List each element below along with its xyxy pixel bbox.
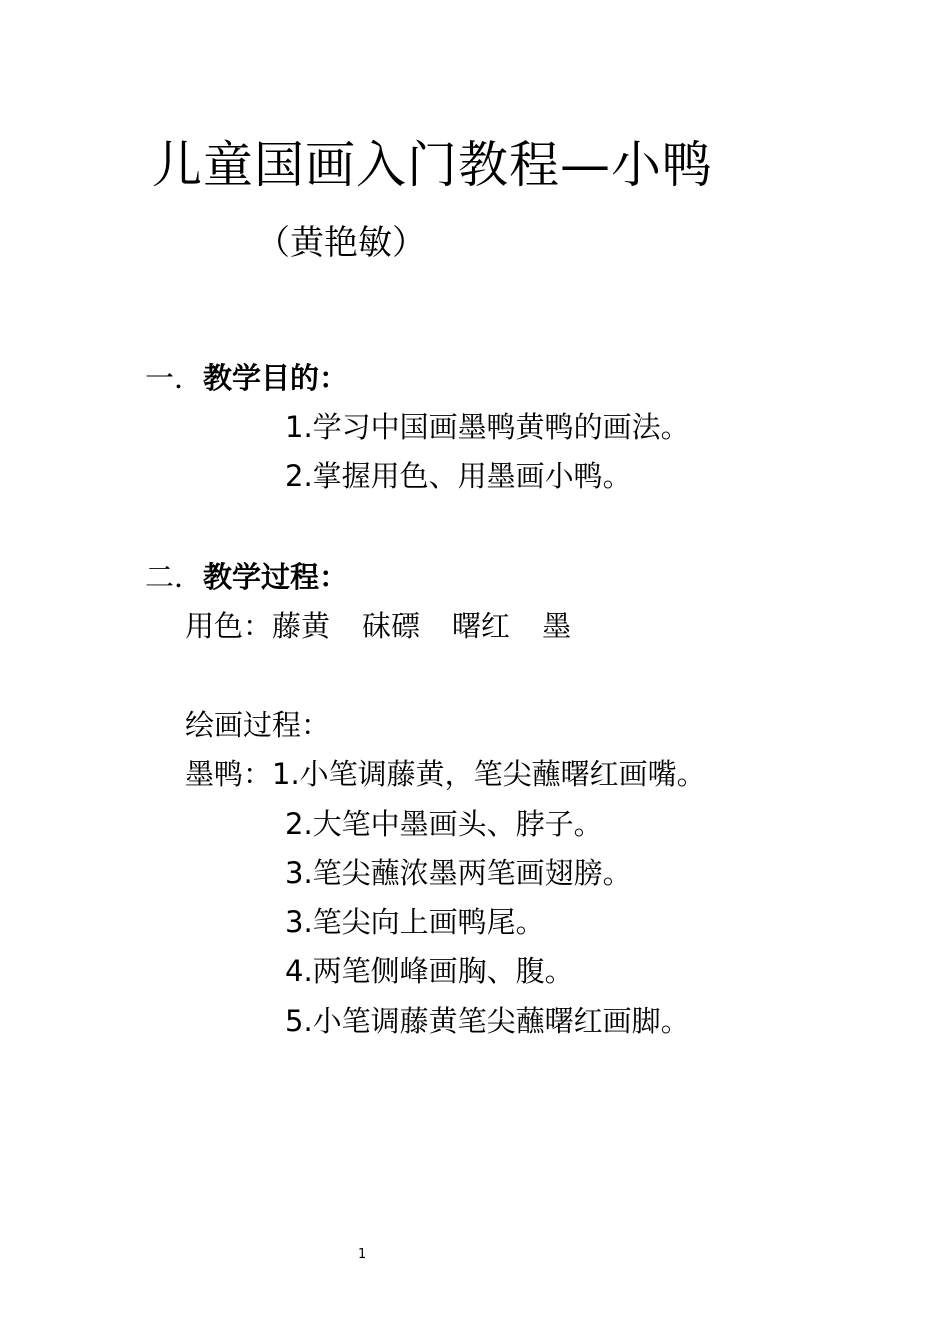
section-1-item: 2.掌握用色、用墨画小鸭。 (285, 459, 632, 493)
author-line: （黄艳敏） (256, 223, 426, 263)
section-1-heading (145, 358, 348, 398)
color-item: 砞磦 (362, 609, 421, 643)
step-item: 3.笔尖向上画鸭尾。 (285, 905, 545, 939)
step-item: 3.笔尖蘸浓墨两笔画翅膀。 (285, 856, 632, 890)
colors-label: 用色： (185, 609, 273, 643)
section-1-number: 一． (145, 361, 204, 395)
color-item: 墨 (542, 609, 572, 643)
page-number: 1 (358, 1247, 367, 1262)
step-item: 2.大笔中墨画头、脖子。 (285, 807, 603, 841)
process-label: 绘画过程： (185, 708, 331, 742)
step-item: 4.两笔侧峰画胸、腹。 (285, 954, 574, 988)
step-item: 5.小笔调藤黄笔尖蘸曙红画脚。 (285, 1004, 690, 1038)
section-1-item: 1.学习中国画墨鸭黄鸭的画法。 (285, 410, 690, 444)
duck-step-line (185, 754, 706, 794)
color-item: 曙红 (452, 609, 511, 643)
page-title: 儿童国画入门教程—小鸭 (152, 136, 713, 194)
section-2-number: 二． (145, 560, 204, 594)
step-item: 1.小笔调藤黄，笔尖蘸曙红画嘴。 (272, 757, 706, 791)
section-2-heading (145, 557, 348, 597)
section-1-title: 教学目的： (203, 361, 349, 395)
colors-line (185, 606, 571, 646)
color-item: 藤黄 (272, 609, 331, 643)
duck-label: 墨鸭： (185, 757, 273, 791)
section-2-title: 教学过程： (203, 560, 349, 594)
